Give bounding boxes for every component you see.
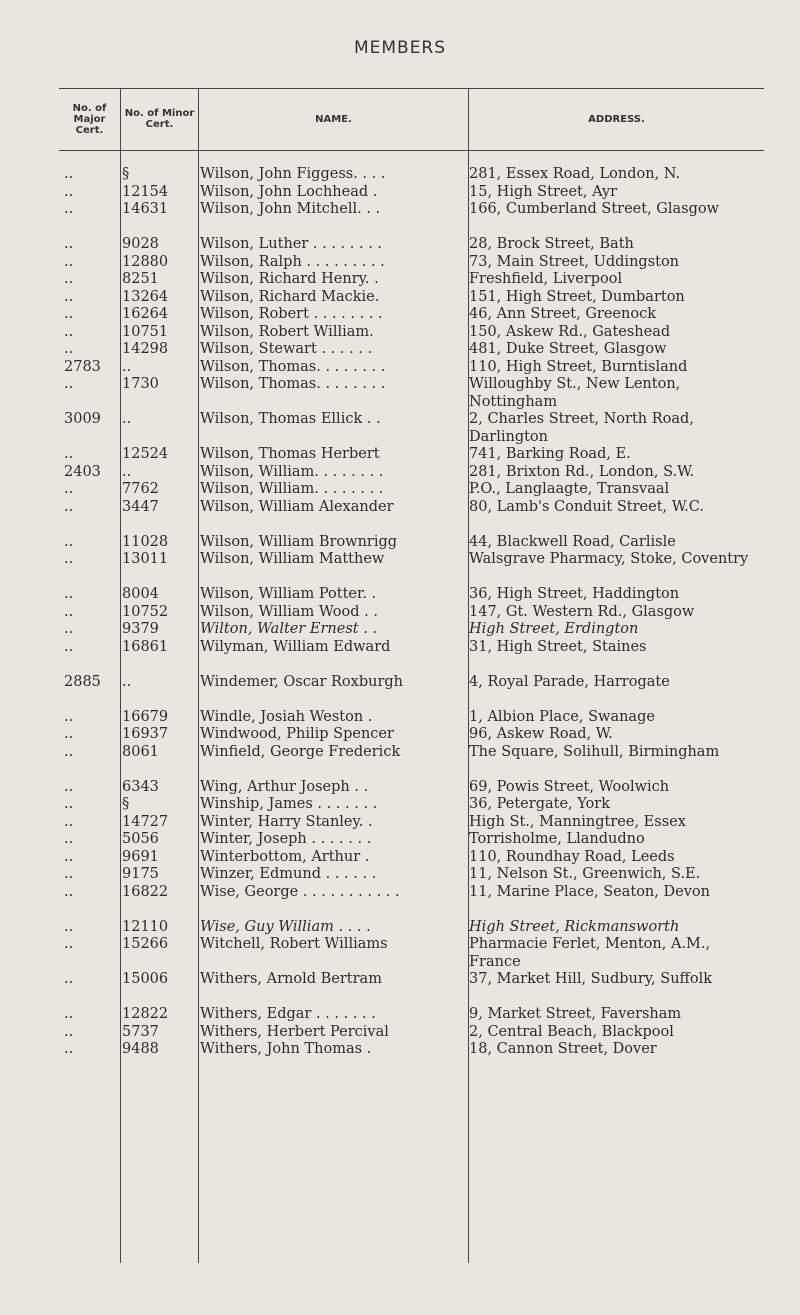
minor-cert-cell: 13264 [122,288,169,305]
minor-cert-cell: 9488 [122,1041,159,1057]
name-cell: Wilson, Thomas. . . . . . . . [200,358,386,375]
major-cert-cell: .. [64,778,74,795]
major-cert-cell: .. [64,848,74,865]
name-cell: Wilson, John Figgess. . . . [200,166,386,182]
table-row [59,341,764,359]
address-cell: Freshfield, Liverpool [469,271,623,287]
table-row [59,324,764,342]
address-cell: 36, High Street, Haddington [469,586,680,602]
address-cell: 80, Lamb's Conduit Street, W.C. [469,498,704,515]
name-cell: Wilyman, William Edward [200,638,391,655]
minor-cert-cell: § [122,796,130,812]
table-row [59,604,764,622]
minor-cert-cell: 10751 [122,323,169,340]
major-cert-cell: .. [64,341,74,357]
minor-cert-cell: 8004 [122,586,159,602]
minor-cert-cell: 8061 [122,743,159,760]
minor-cert-cell: 12154 [122,183,169,200]
name-cell: Windemer, Oscar Roxburgh [200,673,404,690]
name-cell: Winfield, George Frederick [200,743,401,760]
major-cert-cell: .. [64,726,74,742]
table-row [59,866,764,884]
address-cell: 15, High Street, Ayr [469,183,618,200]
address-cell: 110, High Street, Burntisland [469,358,688,375]
page-title: MEMBERS [353,38,447,58]
address-cell: 110, Roundhay Road, Leeds [469,848,675,865]
table-row [59,254,764,272]
table-row [59,1006,764,1024]
address-cell: 151, High Street, Dumbarton [469,288,685,305]
name-cell: Wilson, John Mitchell. . . [200,201,381,217]
name-cell: Wilton, Walter Ernest . . [200,621,378,637]
minor-cert-cell: 6343 [122,778,159,795]
name-cell: Wilson, Thomas Ellick . . [200,411,381,427]
minor-cert-cell: 16861 [122,638,169,655]
minor-cert-cell: 14631 [122,201,169,217]
address-cell: 2, Charles Street, North Road, Darlington [469,411,694,445]
name-cell: Witchell, Robert Williams [200,936,388,952]
address-cell: The Square, Solihull, Birmingham [469,743,720,760]
major-cert-cell: .. [64,498,74,515]
table-row [59,271,764,289]
table-row [59,639,764,674]
major-cert-cell: .. [64,918,74,935]
table-row [59,499,764,534]
table-row [59,744,764,779]
major-cert-cell: 2783 [64,358,101,375]
name-cell: Withers, Arnold Bertram [200,971,382,987]
minor-cert-cell: 12880 [122,253,169,270]
minor-cert-cell: 9175 [122,866,159,882]
name-cell: Wilson, Luther . . . . . . . . [200,236,383,252]
address-cell: 28, Brock Street, Bath [469,236,634,252]
table-body [59,166,764,1059]
name-cell: Windwood, Philip Spencer [200,726,394,742]
table-row [59,166,764,184]
name-cell: Wilson, John Lochhead . [200,183,378,200]
major-cert-cell: .. [64,481,74,497]
minor-cert-cell: 1730 [122,376,159,392]
table-row [59,709,764,727]
major-cert-cell: .. [64,201,74,217]
address-cell: P.O., Langlaagte, Transvaal [469,481,670,497]
table-row [59,201,764,236]
minor-cert-cell: .. [122,463,132,480]
major-cert-cell: .. [64,288,74,305]
address-cell: 46, Ann Street, Greenock [469,306,656,322]
minor-cert-cell: 3447 [122,498,159,515]
address-cell: 281, Brixton Rd., London, S.W. [469,463,695,480]
major-cert-cell: .. [64,236,74,252]
major-cert-cell: .. [64,708,74,725]
minor-cert-cell: 8251 [122,271,159,287]
major-cert-cell: .. [64,306,74,322]
address-cell: 37, Market Hill, Sudbury, Suffolk [469,971,712,987]
address-cell: Torrisholme, Llandudno [469,831,645,847]
address-cell: Walsgrave Pharmacy, Stoke, Coventry [469,551,749,567]
table-row [59,831,764,849]
table-row [59,411,764,446]
table-row [59,376,764,411]
major-cert-cell: .. [64,1041,74,1057]
major-cert-cell: .. [64,638,74,655]
address-cell: 4, Royal Parade, Harrogate [469,673,670,690]
minor-cert-cell: 13011 [122,551,169,567]
table-row [59,289,764,307]
minor-cert-cell: 16822 [122,883,169,900]
major-cert-cell: .. [64,603,74,620]
address-cell: 18, Cannon Street, Dover [469,1041,657,1057]
address-cell: Willoughby St., New Lenton, Nottingham [469,376,681,410]
major-cert-cell: .. [64,883,74,900]
name-cell: Winter, Harry Stanley. . [200,813,373,830]
table-row [59,359,764,377]
name-cell: Wilson, Ralph . . . . . . . . . [200,253,385,270]
minor-cert-cell: 5056 [122,831,159,847]
address-cell: 2, Central Beach, Blackpool [469,1023,674,1040]
name-cell: Wilson, William Brownrigg [200,533,398,550]
minor-cert-cell: 14727 [122,813,169,830]
name-cell: Wilson, William Matthew [200,551,385,567]
name-cell: Wilson, William. . . . . . . . [200,481,384,497]
table-row [59,726,764,744]
header-minor-cert: No. of Minor Cert. [124,108,195,130]
address-cell: 741, Barking Road, E. [469,446,631,462]
address-cell: High Street, Rickmansworth [469,918,680,935]
major-cert-cell: .. [64,866,74,882]
major-cert-cell: .. [64,831,74,847]
table-row [59,534,764,552]
minor-cert-cell: 11028 [122,533,169,550]
minor-cert-cell: 9379 [122,621,159,637]
table-row [59,586,764,604]
address-cell: 96, Askew Road, W. [469,726,613,742]
major-cert-cell: .. [64,323,74,340]
minor-cert-cell: 15266 [122,936,169,952]
name-cell: Withers, John Thomas . [200,1041,372,1057]
major-cert-cell: .. [64,813,74,830]
name-cell: Wing, Arthur Joseph . . [200,778,369,795]
major-cert-cell: .. [64,936,74,952]
major-cert-cell: .. [64,376,74,392]
address-cell: 481, Duke Street, Glasgow [469,341,667,357]
address-cell: 69, Powis Street, Woolwich [469,778,670,795]
minor-cert-cell: 9691 [122,848,159,865]
name-cell: Windle, Josiah Weston . [200,708,373,725]
major-cert-cell: .. [64,586,74,602]
table-row [59,464,764,482]
major-cert-cell: .. [64,253,74,270]
address-cell: 73, Main Street, Uddingston [469,253,680,270]
table-row [59,779,764,797]
major-cert-cell: .. [64,971,74,987]
minor-cert-cell: .. [122,358,132,375]
table-row [59,446,764,464]
name-cell: Winzer, Edmund . . . . . . [200,866,377,882]
table-header-rule [59,150,764,151]
address-cell: 31, High Street, Staines [469,638,647,655]
table-row [59,919,764,937]
address-cell: Pharmacie Ferlet, Menton, A.M., France [469,936,711,970]
address-cell: High Street, Erdington [469,621,639,637]
name-cell: Wilson, William. . . . . . . . [200,463,384,480]
minor-cert-cell: 12524 [122,446,169,462]
minor-cert-cell: § [122,166,130,182]
minor-cert-cell: .. [122,673,132,690]
table-row [59,884,764,919]
table-row [59,796,764,814]
table-row [59,551,764,586]
header-major-cert: No. of Major Cert. [72,102,107,136]
table-row [59,621,764,639]
minor-cert-cell: 15006 [122,971,169,987]
address-cell: 11, Marine Place, Seaton, Devon [469,883,710,900]
minor-cert-cell: 16264 [122,306,169,322]
name-cell: Wilson, Richard Mackie. [200,288,380,305]
table-row [59,306,764,324]
address-cell: 281, Essex Road, London, N. [469,166,681,182]
minor-cert-cell: 7762 [122,481,159,497]
major-cert-cell: 2885 [64,673,101,690]
major-cert-cell: .. [64,551,74,567]
name-cell: Wilson, William Wood . . [200,603,378,620]
table-row [59,1041,764,1059]
major-cert-cell: .. [64,446,74,462]
major-cert-cell: 3009 [64,411,101,427]
header-address: ADDRESS. [588,113,645,125]
table-row [59,236,764,254]
name-cell: Wilson, William Potter. . [200,586,377,602]
address-cell: 44, Blackwell Road, Carlisle [469,533,676,550]
table-row [59,184,764,202]
table-row [59,849,764,867]
major-cert-cell: .. [64,1023,74,1040]
name-cell: Wilson, Richard Henry. . [200,271,379,287]
major-cert-cell: .. [64,743,74,760]
minor-cert-cell: 5737 [122,1023,159,1040]
table-row [59,936,764,971]
name-cell: Winter, Joseph . . . . . . . [200,831,372,847]
name-cell: Wilson, Robert . . . . . . . . [200,306,383,322]
name-cell: Wilson, Thomas Herbert [200,446,380,462]
address-cell: 150, Askew Rd., Gateshead [469,323,671,340]
name-cell: Wilson, Robert William. [200,323,374,340]
major-cert-cell: .. [64,533,74,550]
table-row [59,674,764,709]
minor-cert-cell: 14298 [122,341,169,357]
table-row [59,1024,764,1042]
address-cell: 11, Nelson St., Greenwich, S.E. [469,866,701,882]
name-cell: Withers, Herbert Percival [200,1023,389,1040]
major-cert-cell: .. [64,183,74,200]
header-name: NAME. [315,113,352,125]
minor-cert-cell: 16679 [122,708,169,725]
major-cert-cell: 2403 [64,463,101,480]
major-cert-cell: .. [64,796,74,812]
name-cell: Wise, Guy William . . . . [200,918,371,935]
table-row [59,971,764,1006]
major-cert-cell: .. [64,1006,74,1022]
minor-cert-cell: 9028 [122,236,159,252]
name-cell: Wilson, William Alexander [200,498,394,515]
address-cell: 36, Petergate, York [469,796,611,812]
table-row [59,814,764,832]
minor-cert-cell: 16937 [122,726,169,742]
address-cell: 1, Albion Place, Swanage [469,708,655,725]
address-cell: 9, Market Street, Faversham [469,1006,682,1022]
table-row [59,481,764,499]
name-cell: Winship, James . . . . . . . [200,796,378,812]
minor-cert-cell: 12110 [122,918,169,935]
address-cell: 147, Gt. Western Rd., Glasgow [469,603,695,620]
minor-cert-cell: 10752 [122,603,169,620]
address-cell: 166, Cumberland Street, Glasgow [469,201,720,217]
minor-cert-cell: .. [122,411,132,427]
name-cell: Wilson, Stewart . . . . . . [200,341,373,357]
major-cert-cell: .. [64,621,74,637]
major-cert-cell: .. [64,271,74,287]
name-cell: Wise, George . . . . . . . . . . . [200,883,400,900]
name-cell: Winterbottom, Arthur . [200,848,370,865]
minor-cert-cell: 12822 [122,1006,169,1022]
name-cell: Wilson, Thomas. . . . . . . . [200,376,386,392]
address-cell: High St., Manningtree, Essex [469,813,686,830]
name-cell: Withers, Edgar . . . . . . . [200,1006,376,1022]
major-cert-cell: .. [64,166,74,182]
